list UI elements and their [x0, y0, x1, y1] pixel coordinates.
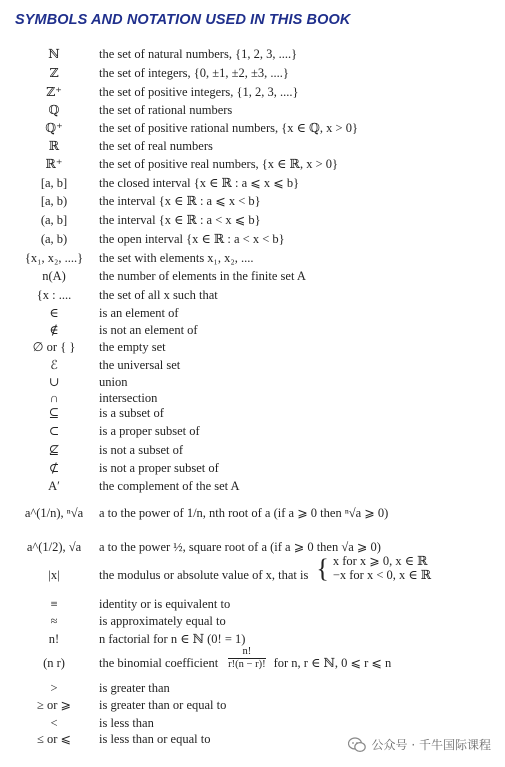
- notation-symbol: a^(1/2), √a: [26, 540, 82, 554]
- notation-symbol: ℚ⁺: [45, 121, 63, 135]
- notation-symbol: ⊆: [48, 406, 60, 420]
- notation-symbol: ∪: [48, 375, 60, 389]
- notation-description: the set of positive real numbers, {x ∈ ℝ, x > 0}: [99, 157, 338, 171]
- notation-symbol: ∅ or { }: [32, 340, 76, 354]
- chat-bubble-icon: [348, 737, 366, 753]
- notation-symbol: ≡: [50, 597, 58, 611]
- notation-symbol: n(A): [42, 269, 66, 283]
- notation-symbol: ∈: [49, 306, 59, 320]
- notation-description: [99, 645, 499, 671]
- notation-description: identity or is equivalent to: [99, 597, 231, 611]
- notation-symbol: ∩: [49, 391, 59, 405]
- notation-description: intersection: [99, 391, 158, 405]
- notation-description: the complement of the set A: [99, 479, 240, 493]
- notation-description: is greater than: [99, 681, 170, 695]
- notation-description: the set of real numbers: [99, 139, 213, 153]
- notation-symbol: [a, b): [40, 194, 68, 208]
- notation-description: the set with elements x₁, x₂, ....: [99, 251, 254, 265]
- binomial-fraction-numerator: n!: [228, 646, 265, 659]
- notation-symbol: ℝ: [48, 139, 60, 153]
- notation-symbol: (a, b): [40, 232, 68, 246]
- notation-description: the set of all x such that: [99, 288, 218, 302]
- notation-symbol: (n r): [43, 656, 65, 670]
- notation-description: the set of natural numbers, {1, 2, 3, ....}: [99, 47, 298, 61]
- notation-description: union: [99, 375, 128, 389]
- notation-description: a to the power ½, square root of a (if a ⩾ 0 then √a ⩾ 0): [99, 540, 381, 554]
- notation-description: the universal set: [99, 358, 181, 372]
- page-heading: SYMBOLS AND NOTATION USED IN THIS BOOK: [15, 12, 351, 28]
- notation-symbol: a^(1/n), ⁿ√a: [24, 506, 84, 520]
- notation-symbol: ⊈: [48, 443, 60, 457]
- notation-symbol: ≥ or ⩾: [37, 698, 71, 712]
- notation-description: the interval {x ∈ ℝ : a < x ⩽ b}: [99, 213, 261, 227]
- notation-description: the number of elements in the finite set A: [99, 269, 306, 283]
- modulus-description-text: the modulus or absolute value of x, that is: [99, 568, 309, 582]
- modulus-case-negative: −x for x < 0, x ∈ ℝ: [332, 568, 432, 583]
- notation-symbol: ⊂: [48, 424, 60, 438]
- notation-description: the interval {x ∈ ℝ : a ⩽ x < b}: [99, 194, 261, 208]
- notation-description: is not an element of: [99, 323, 198, 337]
- notation-symbol: A′: [48, 479, 60, 493]
- notation-description: the empty set: [99, 340, 166, 354]
- binomial-fraction-denominator: r!(n − r)!: [228, 658, 266, 670]
- binomial-description-text: the binomial coefficient: [99, 656, 219, 670]
- notation-description: is a subset of: [99, 406, 164, 420]
- notation-description: is less than: [99, 716, 154, 730]
- notation-symbol: {x₁, x₂, ....}: [24, 251, 84, 265]
- notation-description: the set of rational numbers: [99, 103, 233, 117]
- notation-description: is greater than or equal to: [99, 698, 227, 712]
- watermark: [348, 736, 491, 753]
- notation-symbol: [a, b]: [40, 176, 68, 190]
- notation-symbol: ≤ or ⩽: [37, 732, 71, 746]
- notation-symbol: ℕ: [48, 47, 60, 61]
- watermark-text: 公众号 · 千牛国际课程: [371, 738, 491, 752]
- notation-description: the closed interval {x ∈ ℝ : a ⩽ x ⩽ b}: [99, 176, 300, 190]
- notation-description: the set of positive integers, {1, 2, 3, ....}: [99, 85, 299, 99]
- binomial-fraction: [228, 646, 265, 671]
- notation-symbol: (a, b]: [40, 213, 68, 227]
- notation-symbol: ℚ: [48, 103, 60, 117]
- modulus-cases: [333, 554, 431, 582]
- notation-symbol: ℤ: [49, 66, 59, 80]
- notation-symbol: ℝ⁺: [45, 157, 63, 171]
- notation-description: is not a proper subset of: [99, 461, 219, 475]
- notation-description: [99, 554, 499, 584]
- notation-symbol: >: [50, 681, 58, 695]
- notation-symbol: {x : ....: [36, 288, 72, 302]
- notation-symbol: ≈: [50, 614, 58, 628]
- notation-symbol: n!: [48, 632, 60, 646]
- notation-symbol: |x|: [48, 568, 60, 582]
- notation-description: the set of positive rational numbers, {x ∈ ℚ, x > 0}: [99, 121, 358, 135]
- notation-description: a to the power of 1/n, nth root of a (if a ⩾ 0 then ⁿ√a ⩾ 0): [99, 506, 389, 520]
- notation-symbol: <: [50, 716, 58, 730]
- notation-description: is less than or equal to: [99, 732, 211, 746]
- notation-description: is a proper subset of: [99, 424, 200, 438]
- notation-description: is not a subset of: [99, 443, 184, 457]
- notation-symbol: ⊄: [48, 461, 60, 475]
- notation-description: is approximately equal to: [99, 614, 226, 628]
- notation-symbol: ℤ⁺: [46, 85, 62, 99]
- notation-description: the open interval {x ∈ ℝ : a < x < b}: [99, 232, 285, 246]
- binomial-description-tail: for n, r ∈ ℕ, 0 ⩽ r ⩽ n: [273, 656, 392, 670]
- modulus-case-positive: x for x ⩾ 0, x ∈ ℝ: [332, 554, 428, 569]
- notation-symbol: ℰ: [50, 358, 58, 372]
- notation-symbol: ∉: [49, 323, 59, 337]
- notation-description: n factorial for n ∈ ℕ (0! = 1): [99, 632, 246, 646]
- notation-description: is an element of: [99, 306, 179, 320]
- case-brace: {: [316, 554, 329, 584]
- notation-description: the set of integers, {0, ±1, ±2, ±3, ....}: [99, 66, 289, 80]
